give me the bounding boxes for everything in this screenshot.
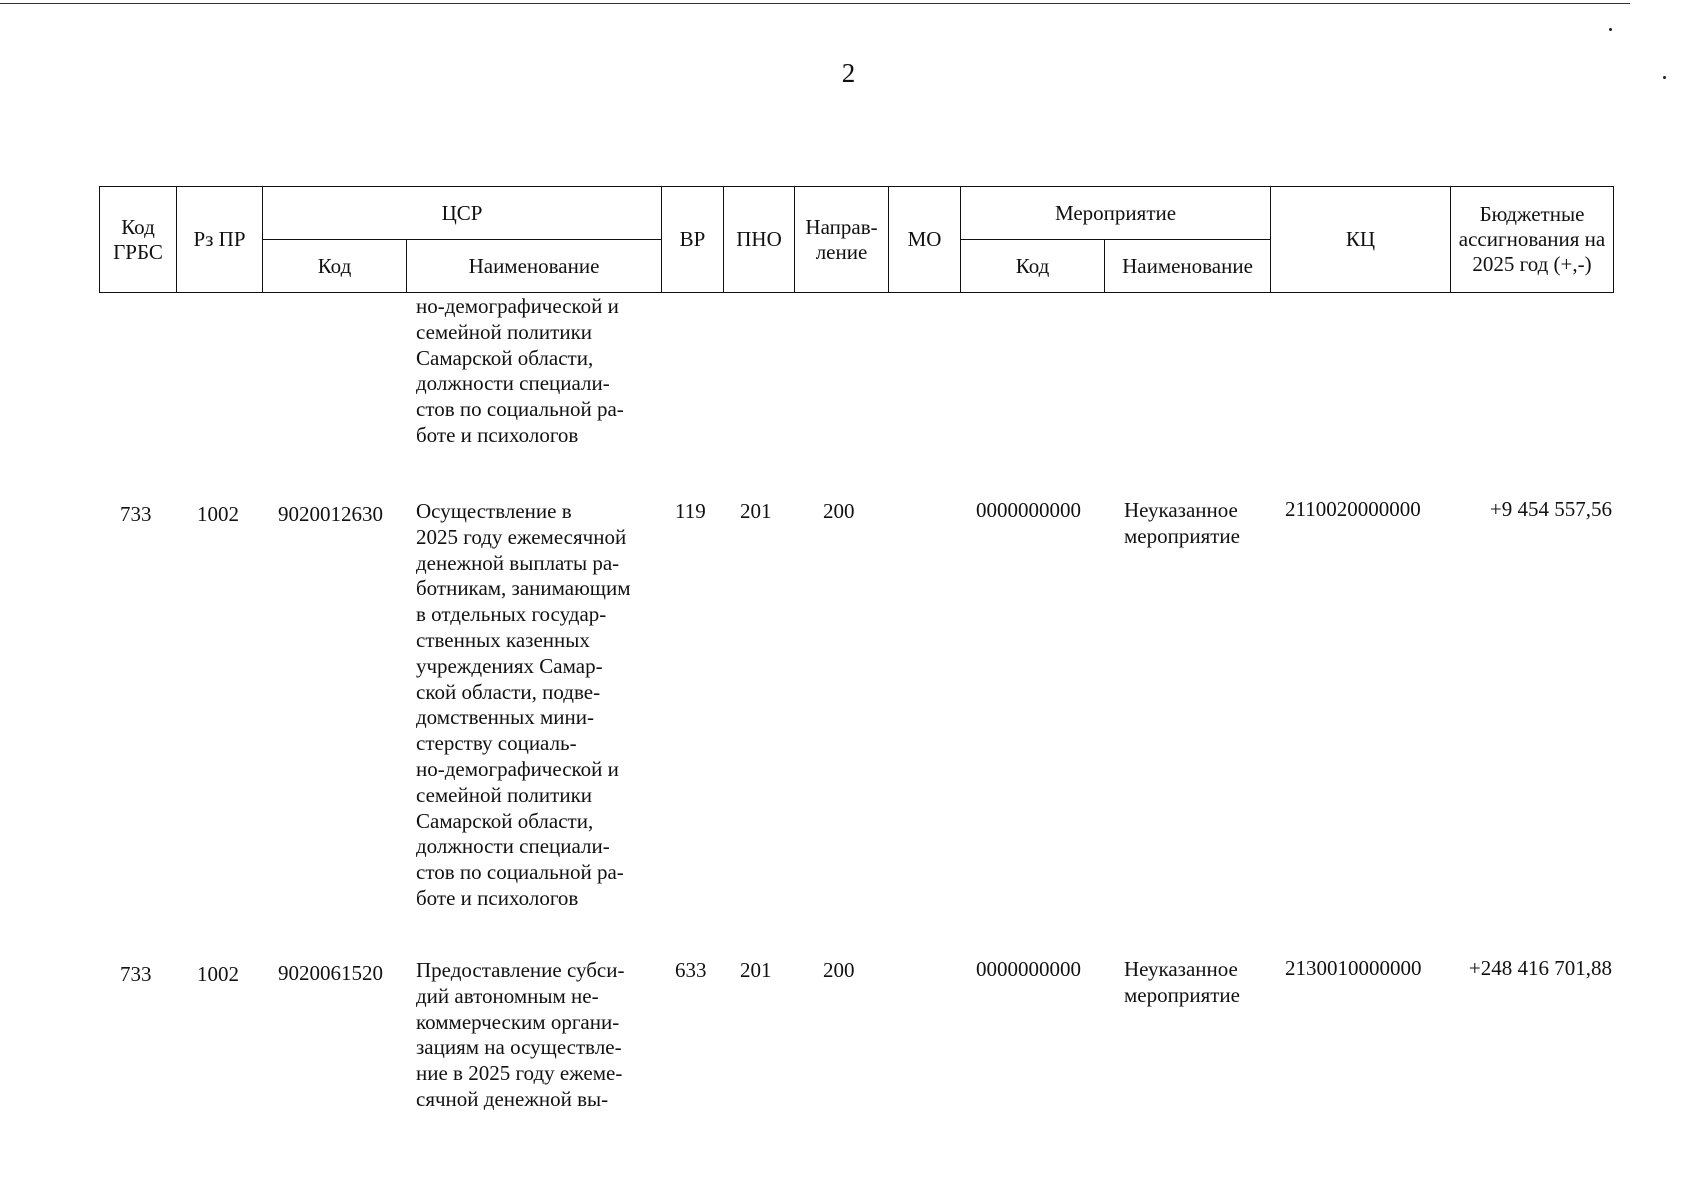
header-napravlenie: Направ- ление <box>795 187 889 293</box>
row-rz-pr: 1002 <box>197 962 239 986</box>
header-assignments: Бюджетные ассигнования на 2025 год (+,-) <box>1451 187 1614 293</box>
header-csr-kod: Код <box>263 240 407 293</box>
row-csr-name: Предоставление субси- дий автономным не- коммерческим органи- зациям на осуществле- ние в 2025 году ежеме- сячной денежной вы- <box>416 958 625 1111</box>
header-vr: ВР <box>662 187 724 293</box>
row-pno: 201 <box>740 958 772 982</box>
row-rz-pr: 1002 <box>197 502 239 526</box>
row-grbs: 733 <box>120 502 152 526</box>
row-vr: 119 <box>675 499 706 523</box>
row-mer-name: Неуказанное мероприятие <box>1124 957 1240 1007</box>
row-assignment: +248 416 701,88 <box>1468 956 1612 980</box>
header-meropriyatie: Мероприятие <box>961 187 1271 240</box>
row-mer-name: Неуказанное мероприятие <box>1124 498 1240 548</box>
scan-speck <box>1609 28 1612 31</box>
row-napravlenie: 200 <box>823 958 855 982</box>
row-mer-kod: 0000000000 <box>976 957 1081 981</box>
row-napravlenie: 200 <box>823 499 855 523</box>
top-rule <box>0 3 1630 4</box>
row-mer-kod: 0000000000 <box>976 498 1081 522</box>
header-rz-pr: Рз ПР <box>177 187 263 293</box>
header-kod-grbs: Код ГРБС <box>100 187 177 293</box>
row-csr-name: Осуществление в 2025 году ежемесячной денежной выплаты ра- ботникам, занимающим в отдельных государ- ственных казенных учреждениях Самар- ской области, подве- домственных мини- стерству социаль- но-демографической и семейной политики Самарской области, должности специали- стов по социальной ра- боте и психологов <box>416 499 631 910</box>
row-pno: 201 <box>740 499 772 523</box>
header-kc: КЦ <box>1271 187 1451 293</box>
header-mo: МО <box>889 187 961 293</box>
scan-speck <box>1663 76 1666 79</box>
row-grbs: 733 <box>120 962 152 986</box>
header-mer-kod: Код <box>961 240 1105 293</box>
table-header <box>99 186 1614 293</box>
row-csr-kod: 9020012630 <box>278 502 383 526</box>
continuation-text: но-демографической и семейной политики Самарской области, должности специали- стов по социальной ра- боте и психологов <box>416 294 624 447</box>
row-vr: 633 <box>675 958 707 982</box>
page-number: 2 <box>841 58 856 88</box>
header-csr: ЦСР <box>263 187 662 240</box>
header-csr-name: Наименование <box>407 240 662 293</box>
row-kc: 2130010000000 <box>1285 956 1422 980</box>
header-mer-name: Наименование <box>1105 240 1271 293</box>
row-csr-kod: 9020061520 <box>278 961 383 985</box>
row-assignment: +9 454 557,56 <box>1489 497 1612 521</box>
row-kc: 2110020000000 <box>1285 497 1421 521</box>
header-pno: ПНО <box>724 187 795 293</box>
